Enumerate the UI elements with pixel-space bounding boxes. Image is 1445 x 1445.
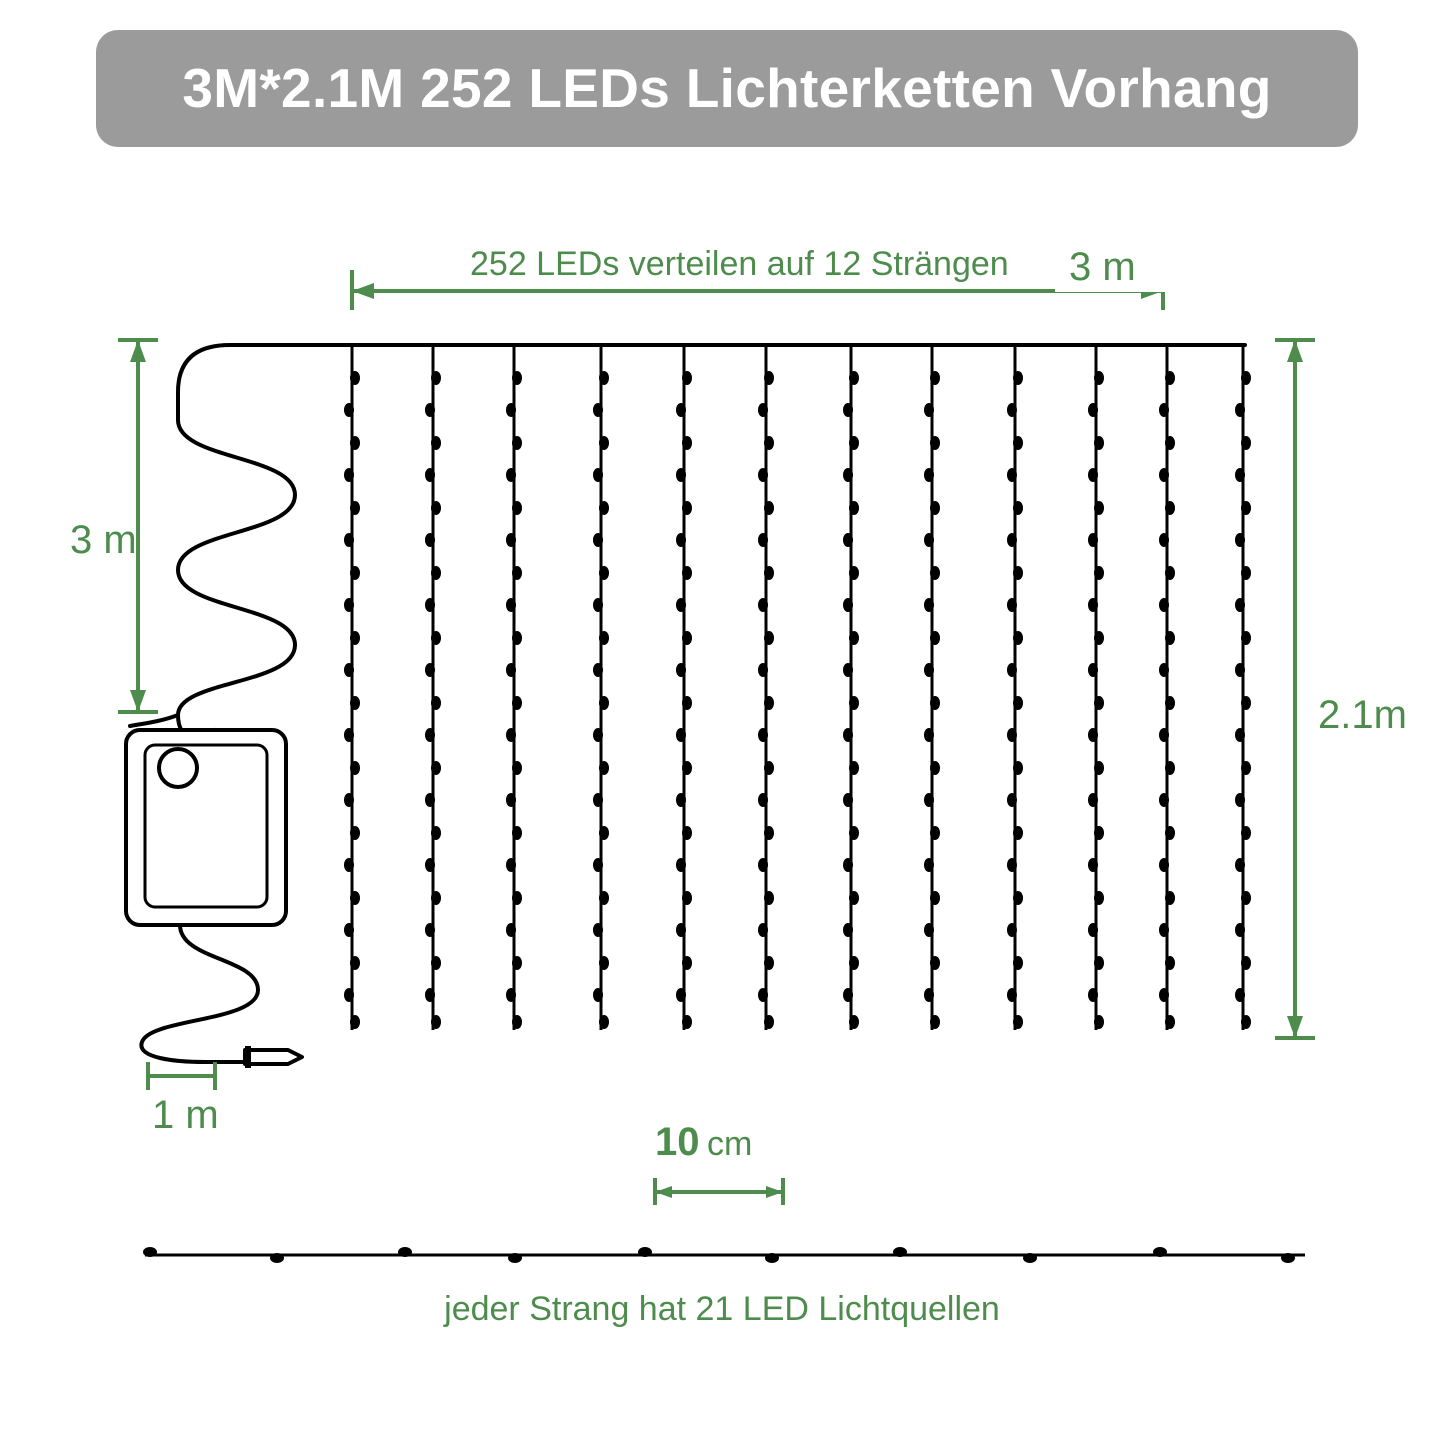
top-dimension-group	[352, 240, 1165, 310]
battery-box	[126, 730, 286, 925]
right-dimension-group	[1275, 340, 1407, 1038]
cable-length-label: 1 m	[152, 1093, 219, 1137]
led-strand	[425, 345, 441, 1030]
led-strand	[1159, 345, 1175, 1030]
led-strand	[676, 345, 692, 1030]
usb-cable	[141, 925, 302, 1068]
top-width-label: 3 m	[1069, 245, 1136, 289]
led-strand	[1088, 345, 1104, 1030]
cable-length-dimension	[148, 1062, 219, 1137]
led-strand	[924, 345, 940, 1030]
power-button-icon	[159, 749, 197, 787]
sample-strand	[143, 1247, 1305, 1263]
top-leds-label: 252 LEDs verteilen auf 12 Strängen	[470, 245, 1009, 283]
led-strands	[344, 345, 1251, 1030]
main-wire	[130, 345, 1245, 739]
page-title: 3M*2.1M 252 LEDs Lichterketten Vorhang	[182, 57, 1272, 120]
left-dimension-group	[70, 340, 158, 712]
spacing-unit-label: cm	[707, 1125, 753, 1163]
led-strand	[843, 345, 859, 1030]
left-height-label: 3 m	[70, 518, 137, 562]
spacing-value-label: 10	[655, 1120, 700, 1164]
bottom-caption: jeder Strang hat 21 LED Lichtquellen	[444, 1290, 1000, 1328]
spacing-dimension-group	[655, 1120, 783, 1205]
led-strand	[593, 345, 609, 1030]
led-strand	[506, 345, 522, 1030]
led-strand	[1007, 345, 1023, 1030]
right-height-label: 2.1m	[1318, 693, 1407, 737]
led-strand	[1235, 345, 1251, 1030]
led-strand	[758, 345, 774, 1030]
led-strand	[344, 345, 360, 1030]
